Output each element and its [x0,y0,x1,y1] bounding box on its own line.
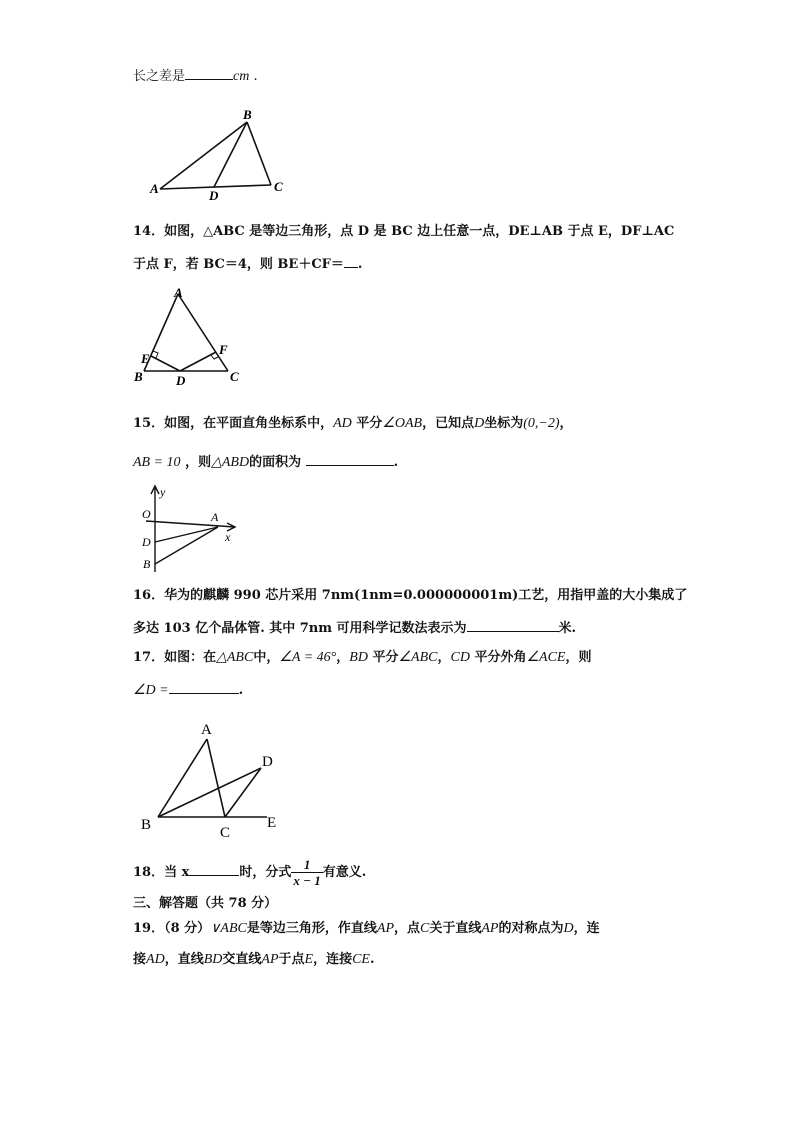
q14-right-angle-f [211,355,218,359]
q15-label-x: x [225,530,231,544]
q14-text-2: 于点 F，若 BC＝4，则 BE＋CF＝ [133,257,344,272]
q18-line: 18．当 x 时，分式 $\frac{1}{x - 1}$ 有意义. [133,857,367,888]
q18-fraction-denominator: x − 1 [293,873,321,888]
q18-answer-blank[interactable] [189,862,239,876]
q13-text: 长之差是 [133,69,186,84]
q17-label-a: A [201,722,212,738]
q14-label-f: F [219,342,228,357]
q17-label-d: D [262,754,273,770]
q13-line: 长之差是 cm . [133,66,258,86]
q15-x-axis [146,521,235,527]
q13-unit: cm [233,69,250,84]
q14-segment-df [180,352,216,371]
q17-figure [135,715,285,845]
q17-label-b: B [141,817,152,833]
q16-answer-blank[interactable] [467,618,559,632]
q19-line-2: 接AD，直线BD交直线AP于点E，连接CE. [133,952,375,967]
q13-label-c: C [274,179,283,194]
q15-line-2: AB = 10 ，则△ABD的面积为 . [133,452,398,472]
q17-number: 17． [133,650,165,665]
q17-label-c: C [220,825,231,841]
q14-label-d: D [176,373,186,388]
q15-label-d: D [142,535,151,549]
q19-number: 19． [133,921,165,936]
q17-label-e: E [267,815,277,831]
q15-number: 15． [133,416,165,431]
q14-label-a: A [174,285,183,300]
q15-figure [138,482,243,577]
q17-answer-blank[interactable] [169,680,239,694]
q17-line-1: 17．如图：在△ABC中，∠A = 46°，BD 平分∠ABC，CD 平分外角∠ACE，则 [133,650,592,665]
q14-line-1 [133,223,674,241]
q14-label-b: B [134,369,143,384]
q14-line-2: 于点 F，若 BC＝4，则 BE＋CF＝ . [133,254,362,274]
q13-figure [140,105,300,203]
q15-segment-da [155,527,218,542]
q16-text-1: 华为的麒麟 990 芯片采用 7nm(1nm=0.000000001m)工艺，用指甲盖的大小集成了 [164,588,688,603]
q18-fraction [291,857,322,888]
q14-label-e: E [141,351,150,366]
q16-number: 16． [133,588,165,603]
q16-text-2: 多达 103 亿个晶体管. 其中 7nm 可用科学记数法表示为 [133,621,467,636]
q14-text-1: 如图，△ABC 是等边三角形，点 D 是 BC 边上任意一点，DE⊥AB 于点 E，DF⊥AC [164,224,675,239]
q13-edge-ab [160,122,247,189]
q14-answer-blank[interactable] [344,254,358,268]
q15-segment-ba [155,527,218,564]
section-title: 三、解答题（共 78 分） [133,896,278,911]
q14-number: 14． [133,224,165,239]
q17-line-2: ∠D = . [133,680,243,700]
q13-answer-blank[interactable] [185,66,233,80]
q15-answer-blank[interactable] [306,452,394,466]
q14-figure [132,284,247,389]
q15-label-b: B [143,557,151,571]
q14-segment-de [151,356,180,371]
q15-label-a: A [211,510,219,524]
q16-line-1 [133,587,687,605]
q17-edge-ac [207,739,225,817]
q19-line-1: 19．（8 分）∨ABC是等边三角形，作直线AP，点C关于直线AP的对称点为D，连 [133,921,600,936]
q15-label-o: O [142,507,151,521]
q13-edge-bd [214,122,247,187]
q16-line-2: 多达 103 亿个晶体管. 其中 7nm 可用科学记数法表示为 米. [133,618,576,638]
q18-number: 18． [133,865,165,880]
q13-label-a: A [150,181,159,196]
q15-line-1: 15．如图，在平面直角坐标系中，AD 平分∠OAB，已知点D坐标为(0,−2)， [133,416,573,431]
q18-fraction-numerator: 1 [303,857,311,872]
q13-label-b: B [243,107,252,122]
q13-label-d: D [209,188,219,203]
q13-edge-bc [247,122,271,185]
q15-label-y: y [160,485,166,499]
q14-label-c: C [230,369,239,384]
q17-segment-cd [225,768,261,817]
